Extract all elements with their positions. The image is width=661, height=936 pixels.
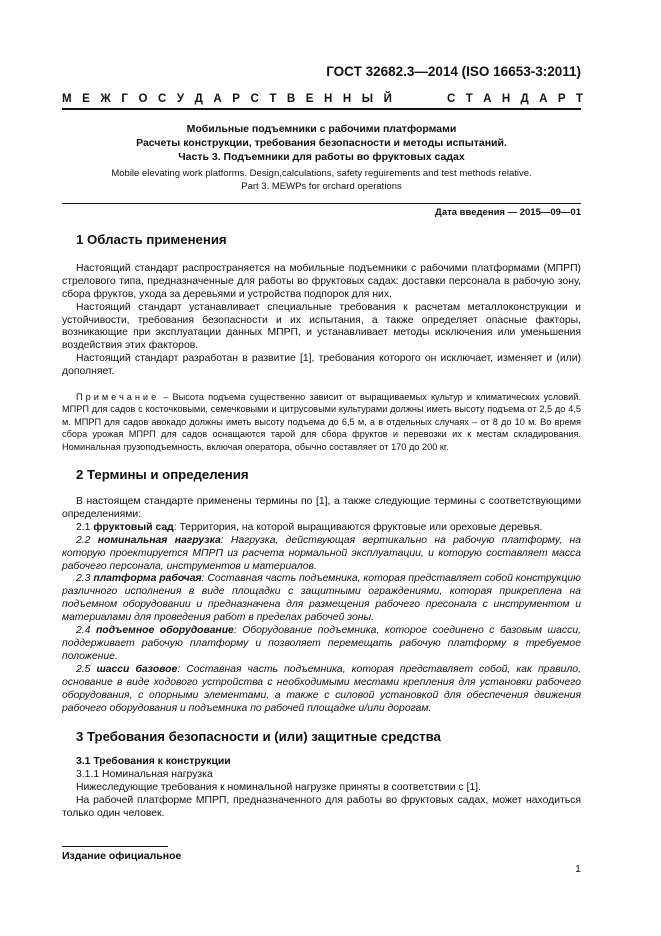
header-rule (62, 108, 581, 110)
section3-heading: 3 Требования безопасности и (или) защитные средства (76, 729, 441, 745)
banner-letter: Н (324, 93, 333, 105)
title-ru-line3: Часть 3. Подъемники для работы во фруктовых садах (178, 151, 465, 164)
banner-letter: Й (383, 93, 392, 105)
banner-letter: Н (342, 93, 352, 105)
section3-paragraph: На рабочей платформе МПРП, предназначенного для работы во фруктовых садах, может находиться только один человек. (62, 795, 581, 819)
banner-letter: Ы (361, 93, 374, 105)
main-content (62, 234, 581, 821)
standard-code: ГОСТ 32682.3—2014 (ISO 16653-3:2011) (326, 64, 581, 79)
banner-letter: У (176, 93, 184, 105)
banner-letter: С (250, 93, 259, 105)
section1-paragraph: Настоящий стандарт разработан в развитие [1], требования которого он исключает, изменяет и (или) дополняет. (62, 353, 581, 378)
page-number: 1 (575, 863, 581, 875)
title-ru (62, 122, 581, 165)
term-name: платформа рабочая (93, 573, 202, 585)
section2-intro: В настоящем стандарте применены термины по [1], а также следующие термины с соответствующими определениями: (62, 496, 581, 520)
term-number: 2.4 (76, 625, 96, 637)
banner-letter: Р (232, 93, 240, 105)
term-name: номинальная нагрузка (97, 534, 221, 546)
banner-letters-2 (447, 93, 583, 105)
term-definition: : Составная часть подъемника, которая представляет собой, как правило, основание в виде ходового устройства с необходимыми местами крепления для установки рабочего оборудования, с опорными элементами, а также с силовой установкой для обеспечения движения рабочего оборудования и подъемника по рабочей площадке и/или дорогам. (62, 663, 581, 714)
section1-note (62, 391, 581, 453)
term-2-5 (62, 664, 581, 716)
title-en (62, 168, 581, 193)
banner-letter: Р (557, 93, 566, 105)
term-2-2 (62, 535, 581, 574)
title-ru-line1: Мобильные подъемники с рабочими платформами (186, 123, 457, 135)
section3-subheading (62, 756, 581, 769)
term-name: фруктовый сад (93, 521, 174, 533)
term-number: 2.1 (76, 521, 94, 533)
banner-letter: Т (575, 93, 583, 105)
banner-letter: А (483, 93, 492, 105)
official-edition-label: Издание официальное (62, 850, 182, 862)
banner-letter: Т (269, 93, 277, 105)
title-ru-line2: Расчеты конструкции, требования безопасности и методы испытаний. (136, 137, 507, 150)
banner-letter: Д (520, 93, 529, 105)
term-2-4 (62, 625, 581, 664)
banner-letter: Д (194, 93, 203, 105)
term-definition: : Оборудование подъемника, которое соединено с базовым шасси, поддерживает рабочую платформу и позволяет перемещать рабочую платформу в требуемое положение. (62, 625, 581, 662)
banner-letters-1 (62, 93, 392, 105)
banner-letter: А (539, 93, 548, 105)
term-name: шасси базовое (96, 663, 178, 675)
section3-subsubheading: 3.1.1 Номинальная нагрузка (76, 769, 213, 781)
term-number: 2.3 (76, 573, 94, 585)
section3-paragraph: Нижеследующие требования к номинальной нагрузке приняты в соответствии с [1]. (76, 782, 481, 794)
term-2-1 (62, 522, 581, 535)
title-rule (62, 203, 581, 204)
banner-letter: С (447, 93, 456, 105)
banner-letter: Ж (100, 93, 111, 105)
banner-letter: Е (82, 93, 90, 105)
footer-rule (62, 846, 168, 847)
interstate-standard-banner (62, 93, 583, 105)
section1-paragraph: Настоящий стандарт устанавливает специальные требования к расчетам металлоконструкции и устойчивости, требования безопасности и их испытания, а также определяет опасные факторы, возникающие при эксплуатации данных МПРП, и устанавливает методы исключения или уменьшения воздействия этих факторов. (62, 301, 581, 352)
term-number: 2.5 (76, 663, 97, 675)
banner-letter: М (62, 93, 72, 105)
term-2-3 (62, 573, 581, 625)
section1-paragraph: Настоящий стандарт распространяется на мобильные подъемники с рабочими платформами (МПРП) стрелового типа, предназначенные для работы во фруктовых садах: доставки персонала в рабочую зону, сбора фруктов, ухода за деревьями и устройства подпорок для них. (62, 262, 581, 300)
banner-letter: Г (121, 93, 128, 105)
section1-heading: 1 Область применения (76, 232, 227, 247)
section2-heading: 2 Термины и определения (76, 467, 249, 483)
banner-letter: О (138, 93, 148, 105)
banner-letter: Н (501, 93, 511, 105)
term-definition: : Территория, на которой выращиваются фруктовые или ореховые деревья. (173, 521, 543, 533)
banner-letter: А (213, 93, 222, 105)
banner-letter: Т (465, 93, 473, 105)
banner-letter: С (157, 93, 167, 105)
term-definition: : Составная часть подъемника, которая представляет собой конструкцию различного исполнения в виде площадки с защитными ограждениями, которая прикреплена на подъемном оборудовании и предназначена для размещения рабочего пресонала с инструментом и материалами для проведения работ в пределах рабочей зоны. (62, 573, 581, 624)
title-en-line1: Mobile elevating work platforms. Design,calculations, safety reguirements and test methods relative. (111, 168, 532, 179)
banner-letter: В (286, 93, 296, 105)
subsection-title: 3.1 Требования к конструкции (76, 756, 231, 768)
note-text: – Высота подъема существенно зависит от выращиваемых культур и климатических условий. МПРП для садов с косточковыми, семечковыми и цитрусовыми культурами должны иметь высоту подъема от 2,5 до 4,5 м. МПРП для садов авокадо должны иметь высоту подъема до 6,5 м, а в отдельных случаях – от 8 до 10 м. Во время сбора урожая МПРП для садов оснащаются тарой для сбора фруктов и перевозки их к местам складирования. Номинальная грузоподъемность, включая оператора, обычно составляет от 170 до 200 кг. (62, 392, 581, 452)
term-definition: : Нагрузка, действующая вертикально на рабочую платформу, на которую проектируется МПРП из расчета нормальной эксплуатации, и которую составляет масса рабочего персонала, инструментов и материалов. (62, 534, 581, 572)
note-label: Примечание (76, 392, 160, 403)
title-en-line2: Part 3. MEWPs for orchard operations (241, 180, 402, 192)
term-name: подъемное оборудование (95, 625, 234, 637)
date-introduced: Дата введения — 2015—09—01 (435, 207, 581, 218)
term-number: 2.2 (76, 534, 98, 546)
banner-letter: Е (305, 93, 314, 105)
